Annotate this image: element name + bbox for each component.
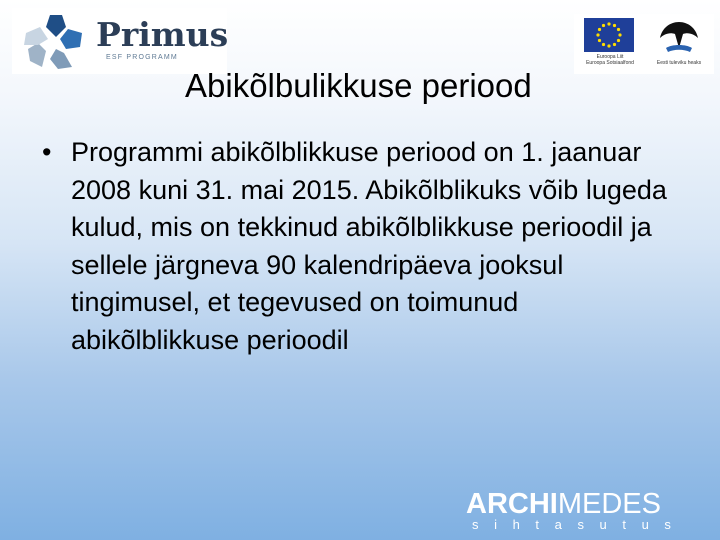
- estonia-caption: Eesti tuleviku heaks: [656, 60, 702, 66]
- bullet-marker: •: [42, 137, 52, 167]
- archimedes-light-part: MEDES: [557, 488, 661, 520]
- bullet-text: Programmi abikõlblikkuse periood on 1. jaanuar 2008 kuni 31. mai 2015. Abikõlblikuks võib lugeda kulud, mis on tekkinud abikõlblikkuse perioodil ja sellele järgneva 90 kalendripäeva jooksul tingimusel, et tegevused on toimunud abikõlblikkuse perioodil: [71, 137, 667, 355]
- archimedes-bold-part: ARCHI: [466, 488, 558, 520]
- archimedes-subtitle: sihtasutus: [472, 517, 687, 532]
- archimedes-logo: [466, 489, 714, 535]
- eu-caption: [578, 54, 642, 66]
- eu-caption-line-2: Euroopa Sotsiaalfond: [586, 60, 634, 66]
- primus-logo-subtitle: ESF PROGRAMM: [106, 54, 178, 61]
- primus-star-logo-icon: [20, 11, 88, 71]
- primus-logo-name: Primus: [96, 15, 229, 54]
- partner-logos: [574, 14, 714, 74]
- bullet-list: [38, 134, 678, 359]
- bullet-item: [38, 134, 678, 359]
- estonian-swallow-icon: [656, 18, 702, 58]
- eu-flag-icon: [584, 18, 634, 52]
- eu-caption-line-1: Euroopa Liit: [596, 54, 624, 60]
- archimedes-wordmark: [466, 489, 661, 519]
- primus-logo: [12, 8, 227, 74]
- slide-title: Abikõlbulikkuse periood: [185, 67, 532, 104]
